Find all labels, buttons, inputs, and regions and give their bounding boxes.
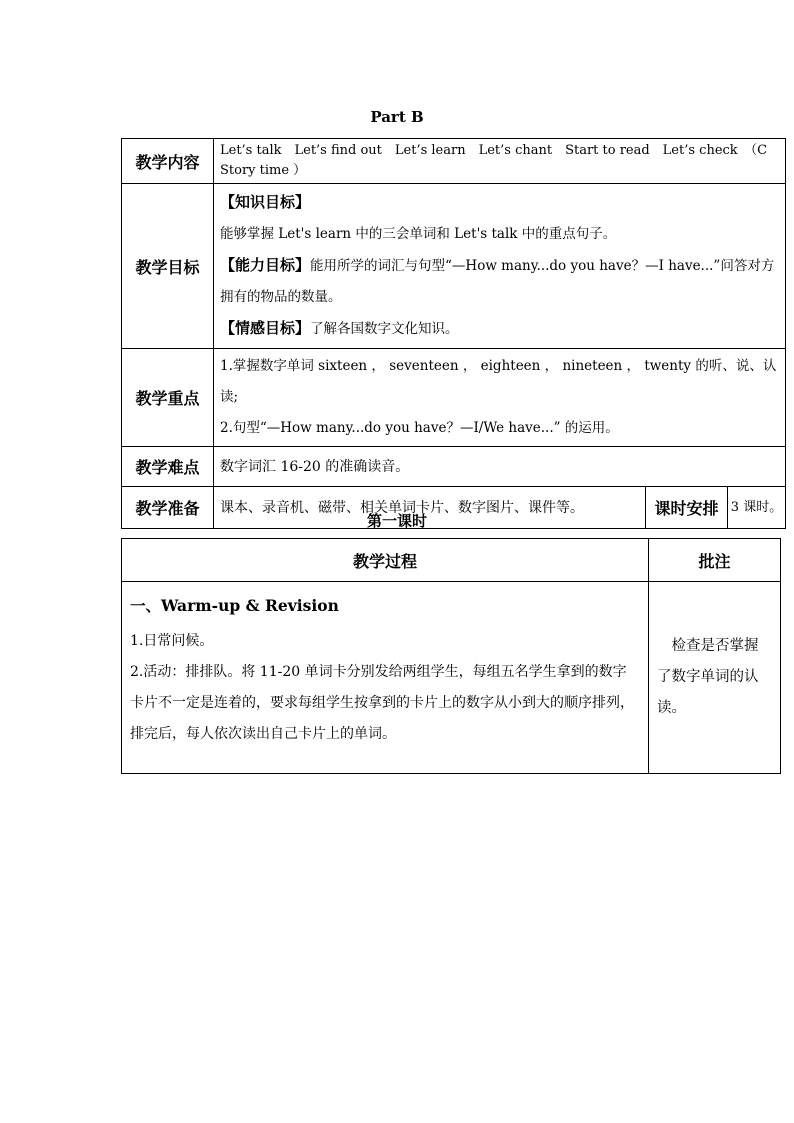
goals-cell [214,184,786,349]
difficulty-label: 教学难点 [122,447,214,487]
warmup-heading: 一、Warm-up & Revision [130,596,339,615]
process-header: 教学过程 [122,539,649,582]
goals-label: 教学目标 [122,184,214,349]
content-row [122,139,786,184]
focus-row [122,349,786,447]
hours-value: 3 课时。 [728,487,786,529]
process-table [121,538,781,774]
difficulty-row [122,447,786,487]
notes-header: 批注 [649,539,781,582]
ability-goal-text: 能用所学的词汇与句型“—How many...do you have？—I have...”问答对方拥有的物品的数量。 [220,258,775,305]
difficulty-text: 数字词汇 16-20 的准确读音。 [214,447,786,487]
lesson-info-table [121,138,786,529]
hours-label: 课时安排 [646,487,728,529]
ability-goal-heading: 【能力目标】 [220,256,311,274]
prep-label: 教学准备 [122,487,214,529]
focus-cell [214,349,786,447]
content-text: Let’s talk Let’s find out Let’s learn Let’s chant Start to read Let’s check （C Story time ） [214,139,786,184]
prep-text: 课本、录音机、磁带、相关单词卡片、数字图片、课件等。 [214,487,646,529]
focus-line-1: 1.掌握数字单词 sixteen ， seventeen ， eighteen ， nineteen ， twenty 的听、说、认读; [220,358,777,405]
part-title: Part B [370,108,424,126]
emotion-goal-heading: 【情感目标】 [220,319,311,337]
goals-row [122,184,786,349]
content-label: 教学内容 [122,139,214,184]
focus-line-2: 2.句型“—How many...do you have？—I/We have...” 的运用。 [220,420,619,436]
step-2: 2.活动：排排队。将 11-20 单词卡分别发给两组学生，每组五名学生拿到的数字卡片不一定是连着的，要求每组学生按拿到的卡片上的数字从小到大的顺序排列，排完后，每人依次读出自己卡片上的单词。 [130,664,634,742]
process-cell [122,582,649,774]
knowledge-goal-heading: 【知识目标】 [220,193,311,211]
lesson-title: 第一课时 [366,512,427,530]
knowledge-goal-text: 能够掌握 Let's learn 中的三会单词和 Let's talk 中的重点句子。 [220,226,617,242]
emotion-goal-text: 了解各国数字文化知识。 [310,321,459,337]
note-cell: 检查是否掌握了数字单词的认读。 [649,582,781,774]
focus-label: 教学重点 [122,349,214,447]
step-1: 1.日常问候。 [130,633,214,649]
